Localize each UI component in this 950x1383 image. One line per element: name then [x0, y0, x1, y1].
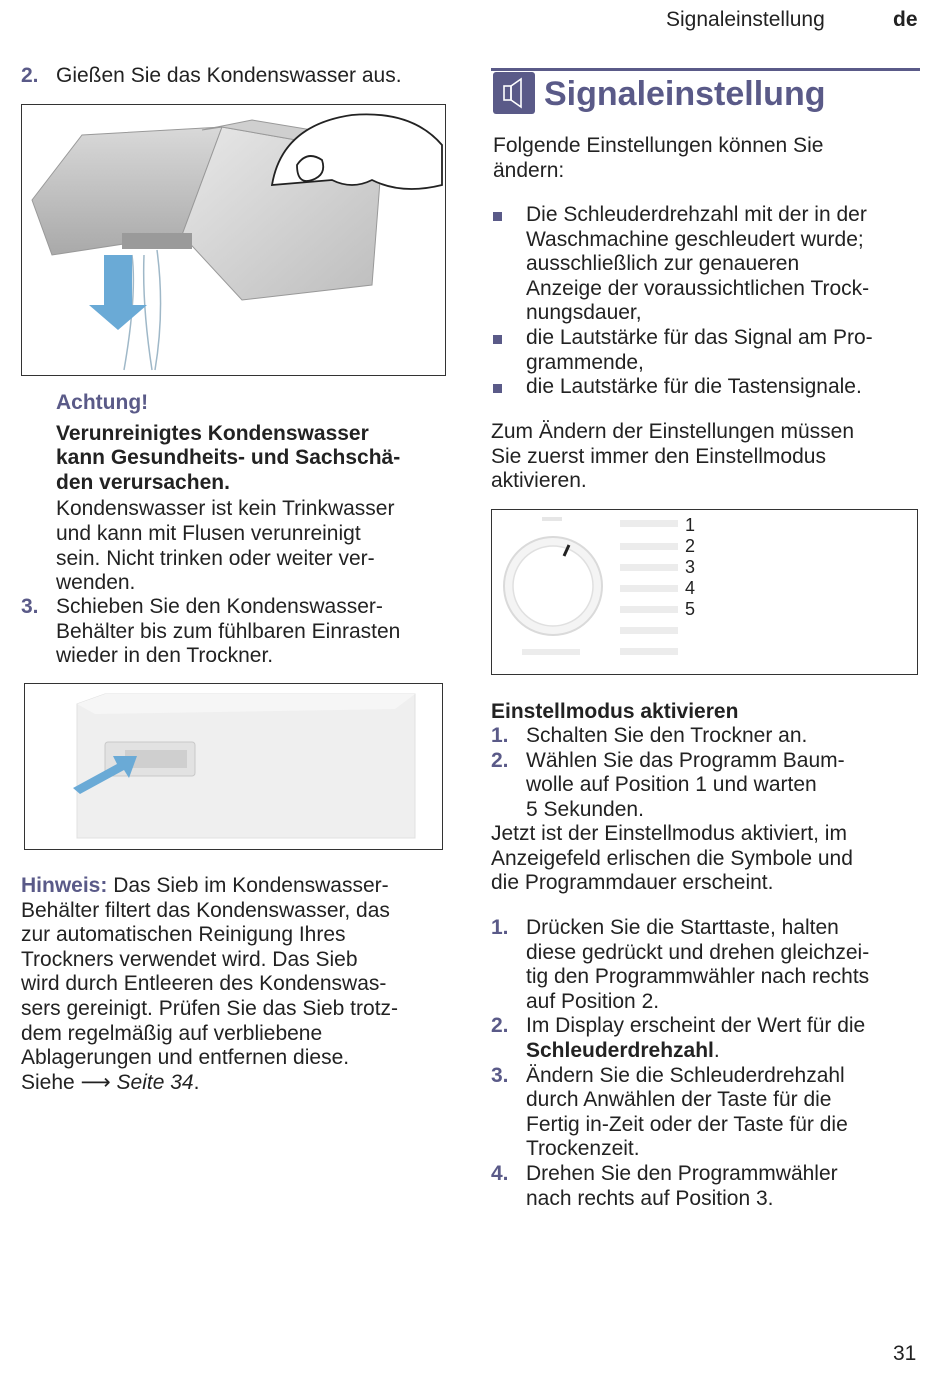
step-text: Gießen Sie das Kondenswasser aus. — [56, 64, 402, 87]
step-number: 2. — [491, 748, 509, 772]
program-dial-illustration — [492, 510, 917, 674]
step-line: tig den Programmwähler nach rechts — [526, 965, 870, 989]
step-number: 3. — [21, 595, 39, 618]
step-line: Drücken Sie die Starttaste, halten — [526, 916, 839, 939]
bullet-line: die Lautstärke für die Tastensignale. — [526, 375, 862, 399]
intro-line: ändern: — [493, 158, 565, 182]
subheading-settings-mode: Einstellmodus aktivieren — [491, 700, 739, 723]
bullet-line: Waschmachine geschleudert wurde; — [526, 227, 864, 251]
warning-text-line: und kann mit Flusen verunreinigt — [56, 521, 361, 545]
step-line: diese gedrückt und drehen gleichzei- — [526, 940, 870, 964]
step-item — [491, 1064, 931, 1162]
activate-paragraph — [491, 420, 931, 494]
dial-label: 4 — [685, 578, 696, 598]
note-line: sers gereinigt. Prüfen Sie das Sieb trotz- — [21, 996, 399, 1020]
warning-text — [56, 497, 456, 595]
warning-text-line: wenden. — [56, 571, 136, 595]
warning-text-line: sein. Nicht trinken oder weiter ver- — [56, 546, 375, 570]
step-number: 2. — [491, 1014, 509, 1038]
step-line: Wählen Sie das Programm Baum- — [526, 748, 845, 772]
step-line: Trockenzeit. — [526, 1137, 640, 1161]
step-line: Drehen Sie den Programmwähler — [526, 1161, 838, 1185]
mode-activated-paragraph — [491, 822, 931, 896]
step-line: durch Anwählen der Taste für die — [526, 1088, 832, 1112]
note-end: . — [193, 1070, 200, 1094]
bullet-item — [491, 375, 931, 400]
step-line: Im Display erscheint der Wert für die — [526, 1014, 866, 1038]
step-line: Fertig in-Zeit oder der Taste für die — [526, 1112, 848, 1136]
step-item — [491, 1014, 931, 1063]
page-number: 31 — [893, 1342, 917, 1365]
warning-text-line: Kondenswasser ist kein Trinkwasser — [56, 497, 395, 521]
warning-block — [56, 391, 456, 596]
bullet-line: nungsdauer, — [526, 301, 642, 325]
step-2-list — [21, 64, 461, 89]
paragraph-line: Sie zuerst immer den Einstellmodus — [491, 444, 826, 468]
bullet-line: Anzeige der voraussichtlichen Trock- — [526, 276, 870, 300]
step-number: 3. — [491, 1063, 509, 1087]
step-line: auf Position 2. — [526, 989, 660, 1013]
paragraph-line: aktivieren. — [491, 469, 587, 493]
step-number: 4. — [491, 1161, 509, 1185]
step-3-list — [21, 595, 461, 669]
figure-program-dial — [491, 509, 918, 675]
step-line: 5 Sekunden. — [526, 797, 644, 821]
bullet-line: grammende, — [526, 350, 644, 374]
intro-line: Folgende Einstellungen können Sie — [493, 134, 824, 157]
steps-b-list — [491, 916, 931, 1211]
warning-headline-line: Verunreinigtes Kondenswasser — [56, 421, 369, 445]
note-line: Trockners verwendet wird. Das Sieb — [21, 947, 358, 971]
page-header-language: de — [893, 8, 918, 31]
dial-label: 3 — [685, 557, 696, 577]
note-first-line — [21, 874, 461, 899]
bullet-square-icon — [493, 212, 502, 221]
section-rule — [491, 68, 920, 71]
note-line: zur automatischen Reinigung Ihres — [21, 923, 346, 947]
dial-position-labels — [685, 515, 695, 620]
bullet-line: Die Schleuderdrehzahl mit der in der — [526, 203, 867, 226]
note-line: dem regelmäßig auf verbliebene — [21, 1021, 323, 1045]
dial-label: 5 — [685, 599, 696, 619]
paragraph-line: Zum Ändern der Einstellungen müssen — [491, 420, 855, 443]
step-line: Schieben Sie den Kondenswasser- — [56, 595, 383, 618]
section-title: Signaleinstellung — [544, 75, 826, 113]
speaker-icon — [493, 72, 535, 114]
figure-pour-water — [21, 104, 446, 376]
term-end: . — [713, 1038, 720, 1062]
step-line: Ändern Sie die Schleuderdrehzahl — [526, 1063, 845, 1087]
bullet-square-icon — [493, 335, 502, 344]
settings-bullet-list — [491, 203, 931, 400]
step-number: 1. — [491, 916, 509, 939]
step-line: Schalten Sie den Trockner an. — [526, 724, 808, 747]
dial-label: 1 — [685, 515, 696, 535]
bullet-item — [491, 326, 931, 375]
step-line: wieder in den Trockner. — [56, 644, 274, 668]
pour-water-illustration — [22, 105, 444, 373]
note-see-label: Siehe — [21, 1070, 75, 1094]
note-line: wird durch Entleeren des Kondenswas- — [21, 972, 387, 996]
step-item — [491, 724, 931, 749]
page-link[interactable]: Seite 34 — [116, 1070, 194, 1094]
dial-label: 2 — [685, 536, 696, 556]
bullet-square-icon — [493, 384, 502, 393]
figure-insert-container — [24, 683, 443, 850]
bullet-line: ausschließlich zur genaueren — [526, 252, 800, 276]
note-block — [21, 874, 461, 1095]
note-line: Behälter filtert das Kondenswasser, das — [21, 898, 390, 922]
step-item — [491, 1162, 931, 1211]
paragraph-line: die Programmdauer erscheint. — [491, 871, 774, 895]
insert-container-illustration — [25, 684, 441, 848]
warning-headline-line: den verursachen. — [56, 470, 230, 494]
intro-text — [493, 134, 923, 183]
step-number: 2. — [21, 64, 39, 87]
step-line: wolle auf Position 1 und warten — [526, 773, 817, 797]
step-item — [491, 749, 931, 823]
term-bold: Schleuderdrehzahl — [526, 1038, 714, 1062]
paragraph-line: Anzeigefeld erlischen die Symbole und — [491, 846, 853, 870]
warning-headline-line: kann Gesundheits- und Sachschä- — [56, 446, 401, 470]
step-2 — [21, 64, 461, 89]
note-label: Hinweis: — [21, 874, 108, 897]
bullet-line: die Lautstärke für das Signal am Pro- — [526, 325, 873, 349]
step-line — [526, 1039, 931, 1064]
step-line: nach rechts auf Position 3. — [526, 1186, 774, 1210]
step-3 — [21, 595, 461, 669]
down-arrow-icon — [89, 255, 147, 330]
bullet-item — [491, 203, 931, 326]
step-number: 1. — [491, 724, 509, 747]
step-line: Behälter bis zum fühlbaren Einrasten — [56, 619, 401, 643]
step-item — [491, 916, 931, 1014]
note-see-line — [21, 1071, 461, 1096]
warning-title: Achtung! — [56, 391, 149, 414]
note-line: Ablagerungen und entfernen diese. — [21, 1046, 350, 1070]
page-header-title: Signaleinstellung — [666, 8, 825, 31]
arrow-right-icon: ⟶ — [80, 1070, 111, 1094]
note-first-text: Das Sieb im Kondenswasser- — [113, 874, 389, 897]
paragraph-line: Jetzt ist der Einstellmodus aktiviert, im — [491, 822, 847, 845]
steps-a-list — [491, 724, 931, 822]
warning-headline — [56, 422, 456, 496]
